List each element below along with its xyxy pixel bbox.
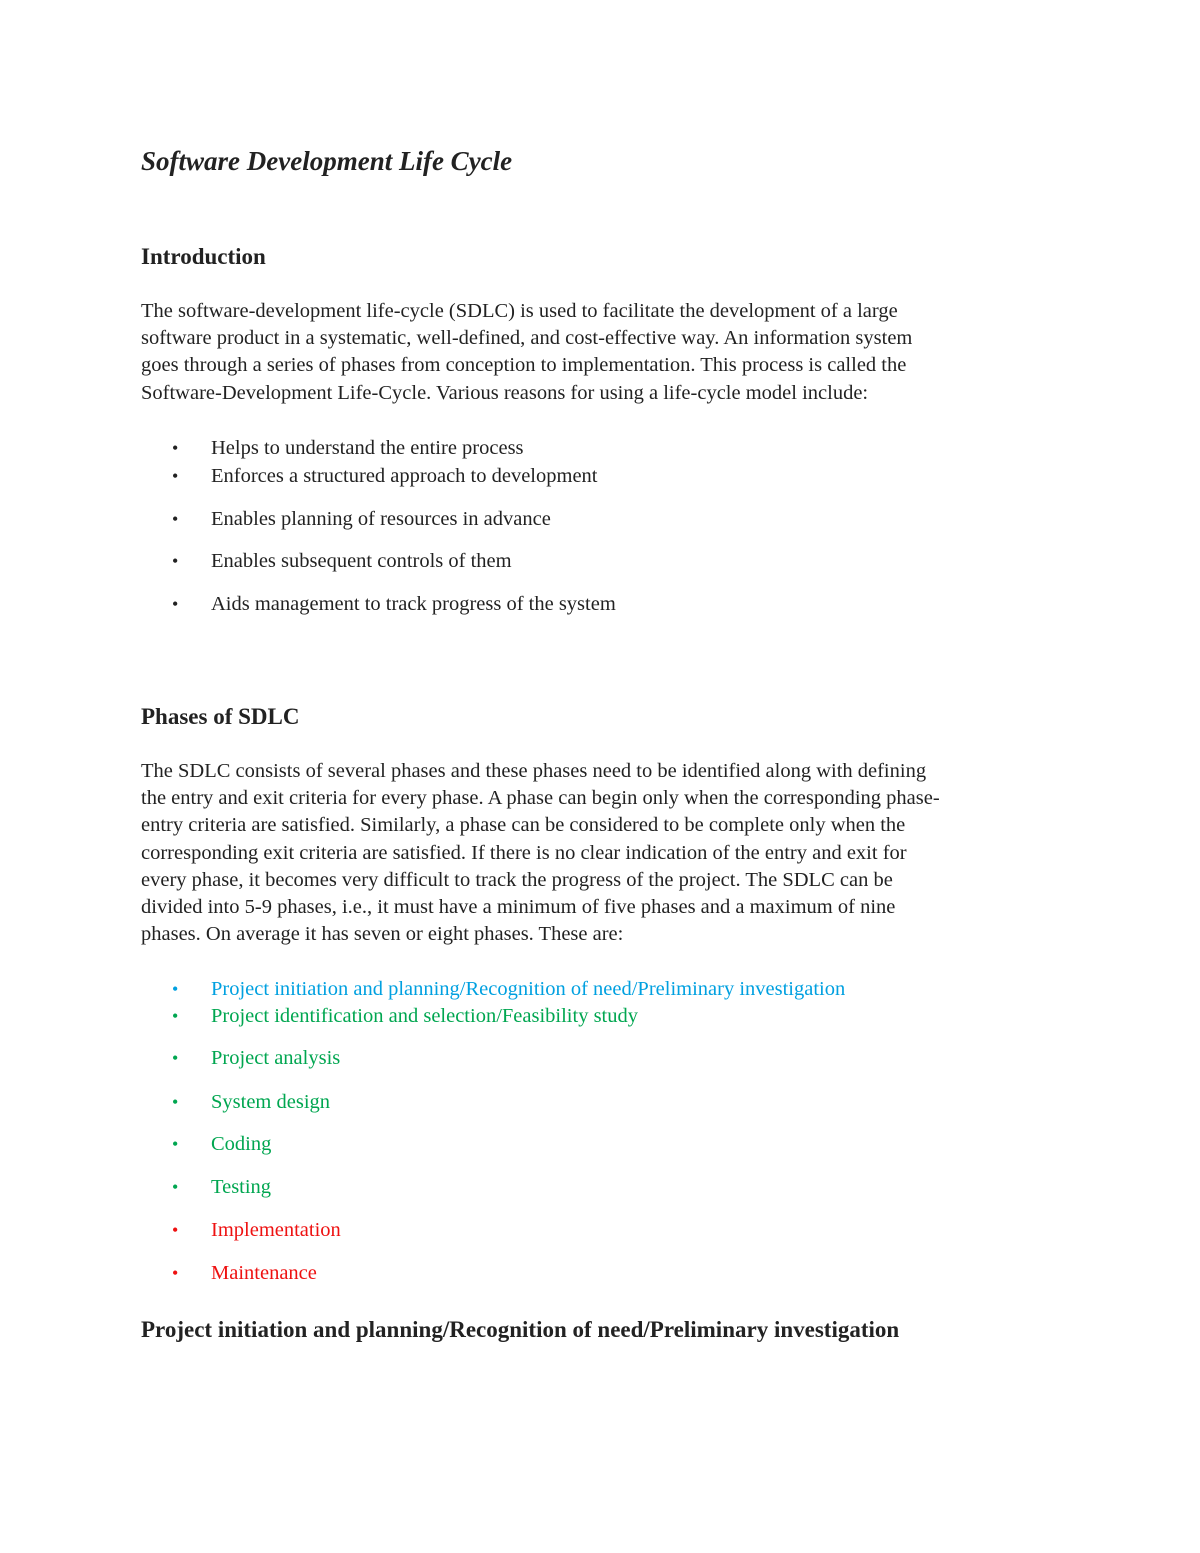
bullet-icon: • [172, 594, 179, 614]
bullet-icon: • [172, 438, 179, 458]
paragraph-line: every phase, it becomes very difficult to track the progress of the project. The SDLC can be [141, 868, 893, 891]
list-item-text: Project identification and selection/Feasibility study [211, 1005, 638, 1027]
introduction-heading: Introduction [141, 244, 266, 269]
list-item-text: Aids management to track progress of the system [211, 593, 616, 615]
bullet-icon: • [172, 979, 179, 999]
list-item-text: Helps to understand the entire process [211, 437, 524, 459]
list-item-text: Maintenance [211, 1262, 317, 1284]
bullet-icon: • [172, 1263, 179, 1283]
paragraph-line: entry criteria are satisfied. Similarly, a phase can be considered to be complete only when the [141, 814, 906, 837]
bullet-icon: • [172, 1048, 179, 1068]
paragraph-line: The software-development life-cycle (SDLC) is used to facilitate the development of a large [141, 300, 898, 322]
list-item-text: Project analysis [211, 1047, 341, 1069]
paragraph-line: The SDLC consists of several phases and these phases need to be identified along with defining [141, 760, 927, 782]
bullet-icon: • [172, 509, 179, 529]
document-title: Software Development Life Cycle [141, 146, 513, 176]
list-item-text: Coding [211, 1133, 272, 1155]
paragraph-line: phases. On average it has seven or eight phases. These are: [141, 923, 624, 946]
bullet-icon: • [172, 1092, 179, 1112]
initiation-heading: Project initiation and planning/Recognition of need/Preliminary investigation [141, 1317, 900, 1342]
bullet-icon: • [172, 1006, 179, 1026]
bullet-icon: • [172, 551, 179, 571]
paragraph-line: software product in a systematic, well-defined, and cost-effective way. An information system [141, 327, 913, 350]
paragraph-line: divided into 5-9 phases, i.e., it must have a minimum of five phases and a maximum of nine [141, 896, 896, 919]
phases-paragraph [141, 758, 940, 948]
paragraph-line: the entry and exit criteria for every phase. A phase can begin only when the corresponding phase- [141, 787, 940, 810]
paragraph-line: Software-Development Life-Cycle. Various reasons for using a life-cycle model include: [141, 381, 869, 404]
bullet-icon: • [172, 1134, 179, 1154]
paragraph-line: goes through a series of phases from conception to implementation. This process is called the [141, 354, 907, 377]
list-item-text: Project initiation and planning/Recognition of need/Preliminary investigation [211, 978, 846, 1000]
introduction-paragraph [141, 298, 912, 407]
list-item-text: Enforces a structured approach to development [211, 465, 598, 487]
list-item-text: Enables subsequent controls of them [211, 550, 512, 572]
list-item-text: System design [211, 1091, 331, 1113]
bullet-icon: • [172, 1177, 179, 1197]
bullet-icon: • [172, 466, 179, 486]
phases-heading: Phases of SDLC [141, 704, 300, 729]
list-item-text: Testing [211, 1176, 272, 1198]
list-item-text: Enables planning of resources in advance [211, 508, 551, 530]
list-item-text: Implementation [211, 1219, 341, 1241]
paragraph-line: corresponding exit criteria are satisfied. If there is no clear indication of the entry and exit for [141, 841, 907, 864]
bullet-icon: • [172, 1220, 179, 1240]
